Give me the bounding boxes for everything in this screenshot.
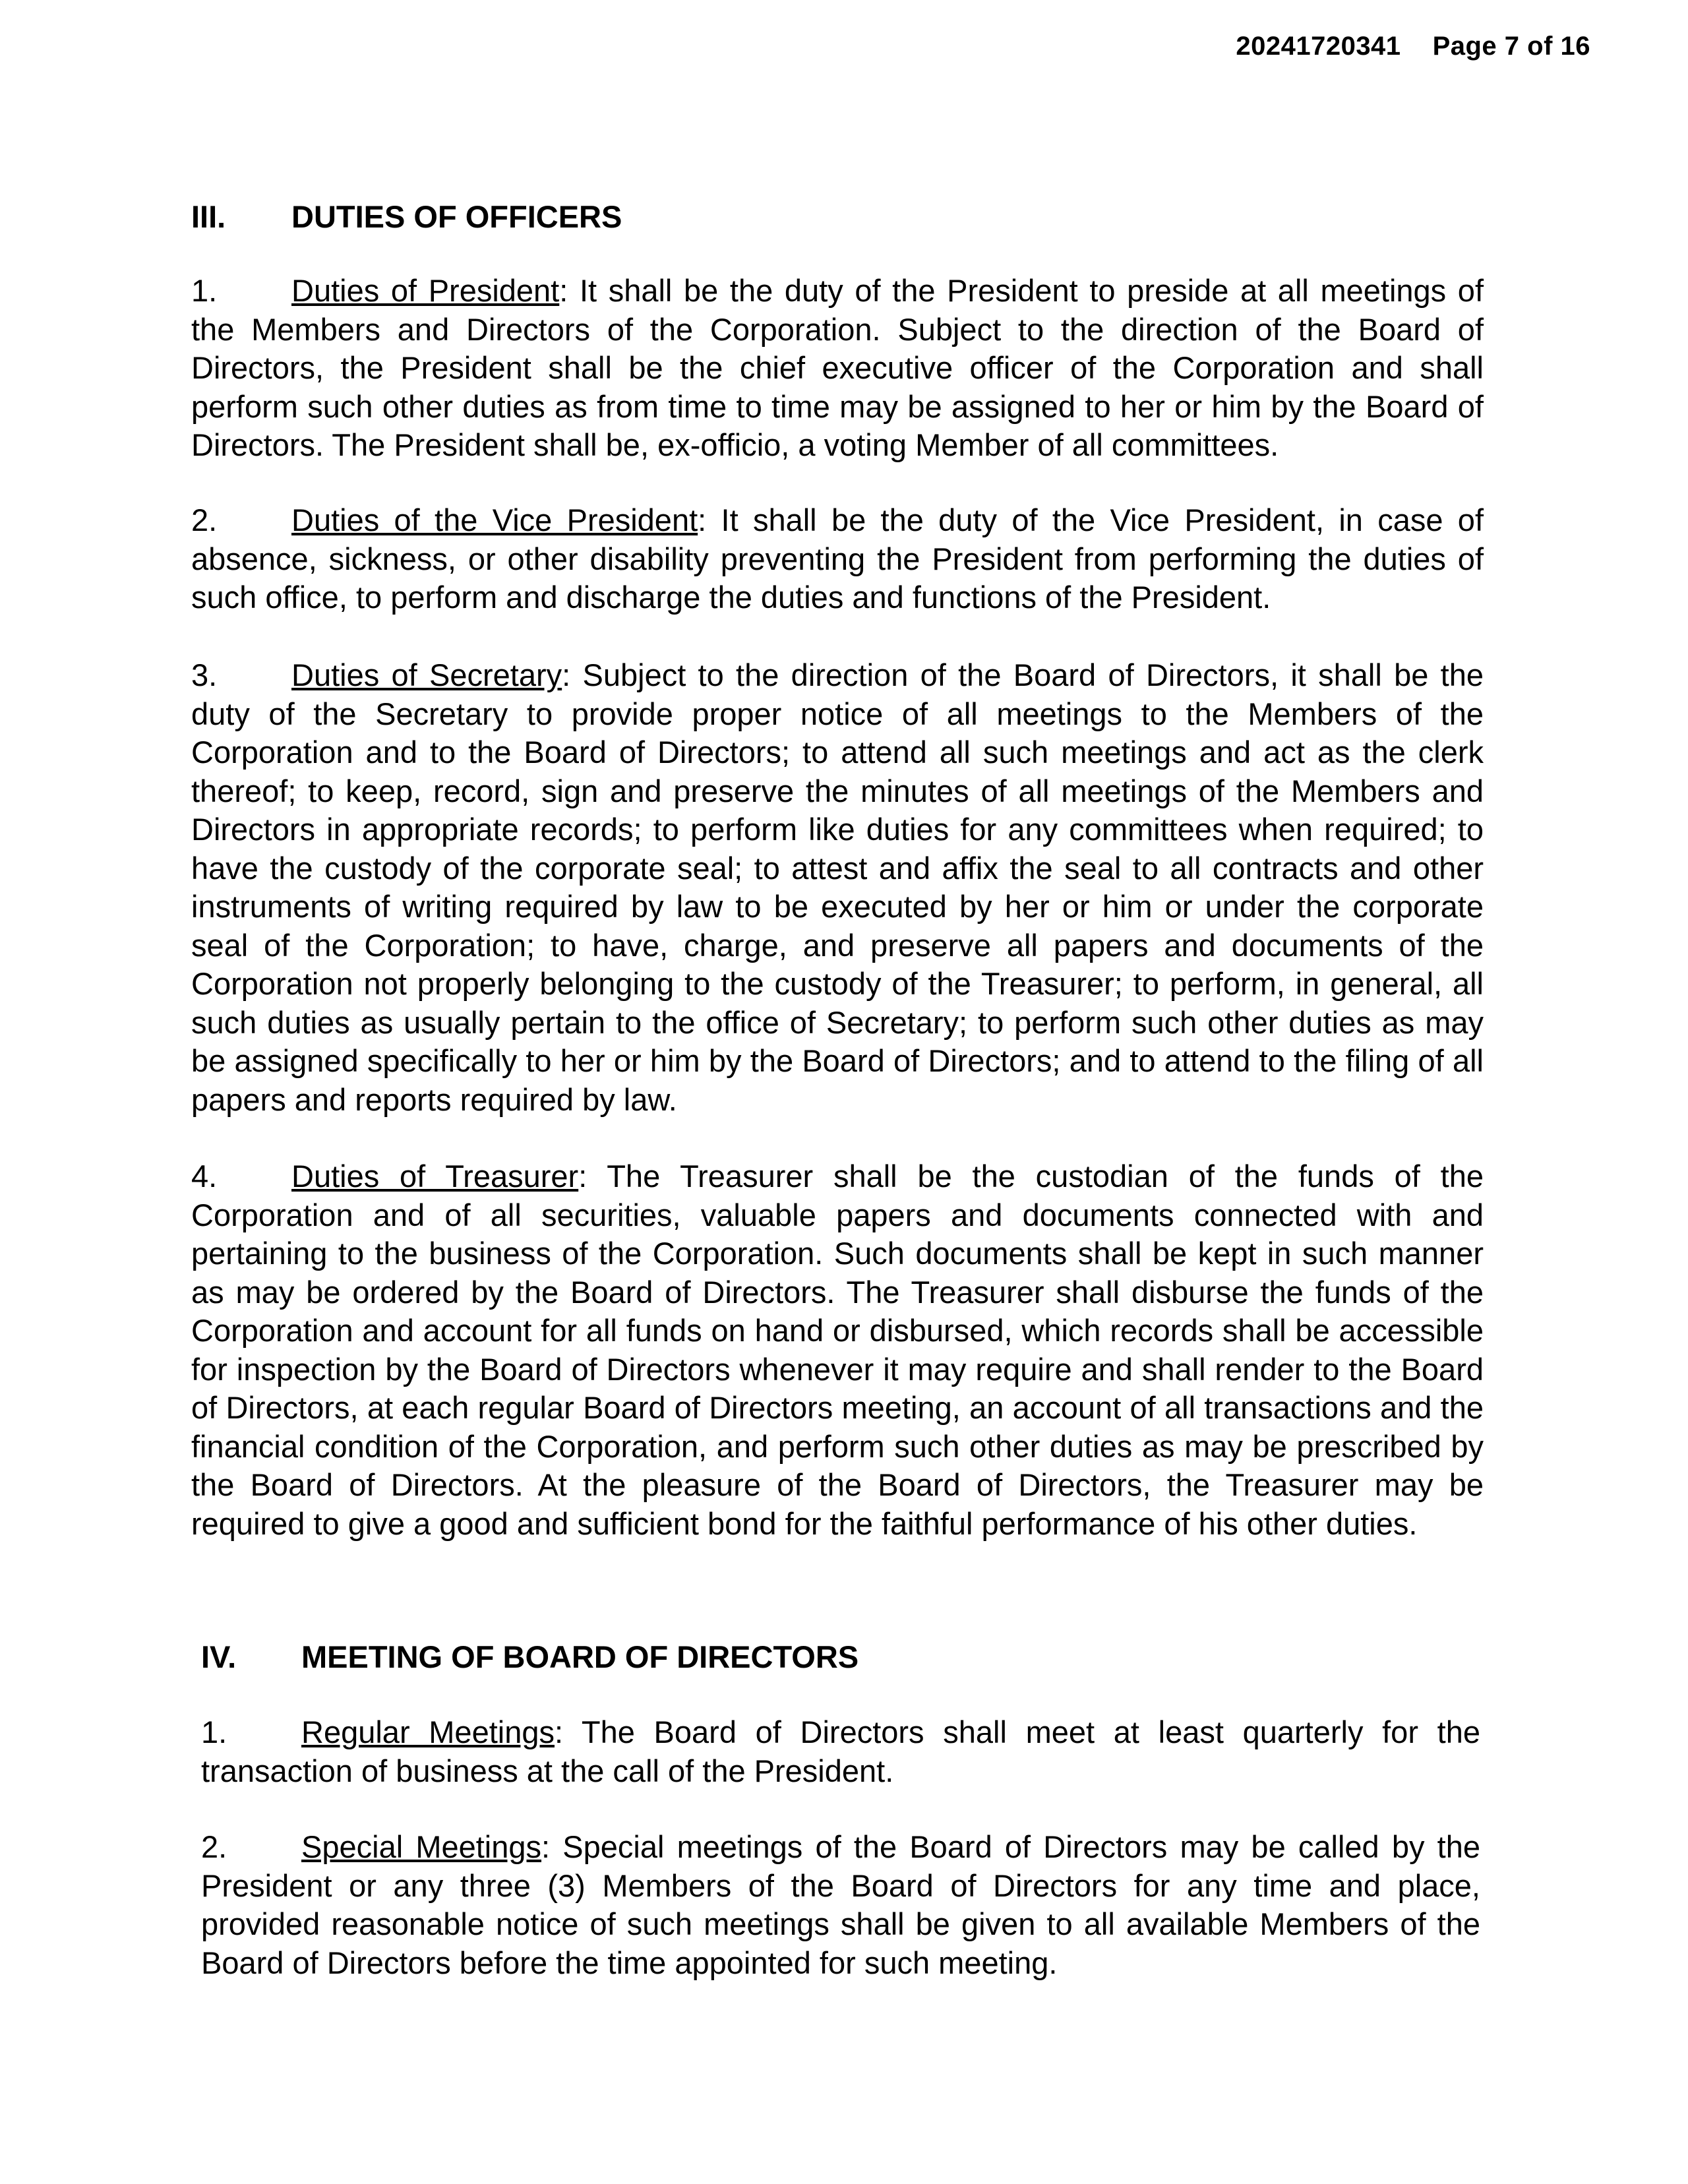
paragraph-number: 2. [191,502,218,537]
paragraph-duties-of-treasurer [191,1157,1484,1543]
paragraph-title-separator: : [554,1714,564,1749]
paragraph-title: Duties of Treasurer [291,1159,579,1194]
paragraph-number: 2. [201,1829,227,1864]
paragraph-duties-of-secretary [191,656,1484,1119]
page-header [1236,32,1590,61]
paragraph-text: It shall be the duty of the Vice President, in case of absence, sickness, or other disability preventing the President from performing the duties of such office, to perform and discharge the duties and functions of the President. [191,502,1484,615]
paragraph-title: Duties of President [291,273,560,308]
paragraph-title: Regular Meetings [301,1714,555,1749]
paragraph-number: 3. [191,657,218,692]
paragraph-text: The Board of Directors shall meet at least quarterly for the transaction of business at the call of the President. [201,1714,1480,1788]
paragraph-title-separator: : [541,1829,551,1864]
paragraph-title-separator: : [562,657,571,692]
paragraph-title-separator: : [698,502,707,537]
paragraph-text: Special meetings of the Board of Directors may be called by the President or any three (3) Members of the Board of Directors for any time and place, provided reasonable notice of such meetings shall be given to all available Members of the Board of Directors before the time appointed for such meeting. [201,1829,1480,1980]
paragraph-number: 4. [191,1159,218,1194]
paragraph-title: Duties of the Vice President [291,502,698,537]
paragraph-duties-of-president [191,272,1484,465]
document-number: 20241720341 [1236,32,1401,61]
section-numeral: III. [191,199,226,234]
section-title: DUTIES OF OFFICERS [291,199,622,234]
paragraph-number: 1. [191,273,218,308]
section-numeral: IV. [201,1639,237,1674]
section-heading-meeting-of-board [201,1638,1493,1676]
paragraph-title-separator: : [559,273,568,308]
paragraph-regular-meetings [201,1713,1480,1790]
paragraph-duties-of-vice-president [191,501,1484,617]
paragraph-text: The Treasurer shall be the custodian of the funds of the Corporation and of all securities, valuable papers and documents connected with and pertaining to the business of the Corporation. Such documents shall be kept in such manner as may be ordered by the Board of Directors. The Treasurer shall disburse the funds of the Corporation and account for all funds on hand or disbursed, which records shall be accessible for inspection by the Board of Directors whenever it may require and shall render to the Board of Directors, at each regular Board of Directors meeting, an account of all transactions and the financial condition of the Corporation, and perform such other duties as may be prescribed by the Board of Directors. At the pleasure of the Board of Directors, the Treasurer may be required to give a good and sufficient bond for the faithful performance of his other duties. [191,1159,1484,1541]
paragraph-title: Duties of Secretary [291,657,562,692]
section-title: MEETING OF BOARD OF DIRECTORS [301,1639,859,1674]
paragraph-text: Subject to the direction of the Board of Directors, it shall be the duty of the Secretary to provide proper notice of all meetings to the Members of the Corporation and to the Board of Directors; to attend all such meetings and act as the clerk thereof; to keep, record, sign and preserve the minutes of all meetings of the Members and Directors in appropriate records; to perform like duties for any committees when required; to have the custody of the corporate seal; to attest and affix the seal to all contracts and other instruments of writing required by law to be executed by her or him or under the corporate seal of the Corporation; to have, charge, and preserve all papers and documents of the Corporation not properly belonging to the custody of the Treasurer; to perform, in general, all such duties as usually pertain to the office of Secretary; to perform such other duties as may be assigned specifically to her or him by the Board of Directors; and to attend to the filing of all papers and reports required by law. [191,657,1484,1117]
paragraph-number: 1. [201,1714,227,1749]
paragraph-title-separator: : [578,1159,588,1194]
paragraph-special-meetings [201,1828,1480,1982]
page-number: Page 7 of 16 [1432,32,1590,61]
section-heading-duties-of-officers [191,198,1484,236]
paragraph-title: Special Meetings [301,1829,542,1864]
paragraph-text: It shall be the duty of the President to preside at all meetings of the Members and Directors of the Corporation. Subject to the direction of the Board of Directors, the President shall be the chief executive officer of the Corporation and shall perform such other duties as from time to time may be assigned to her or him by the Board of Directors. The President shall be, ex-officio, a voting Member of all committees. [191,273,1484,462]
